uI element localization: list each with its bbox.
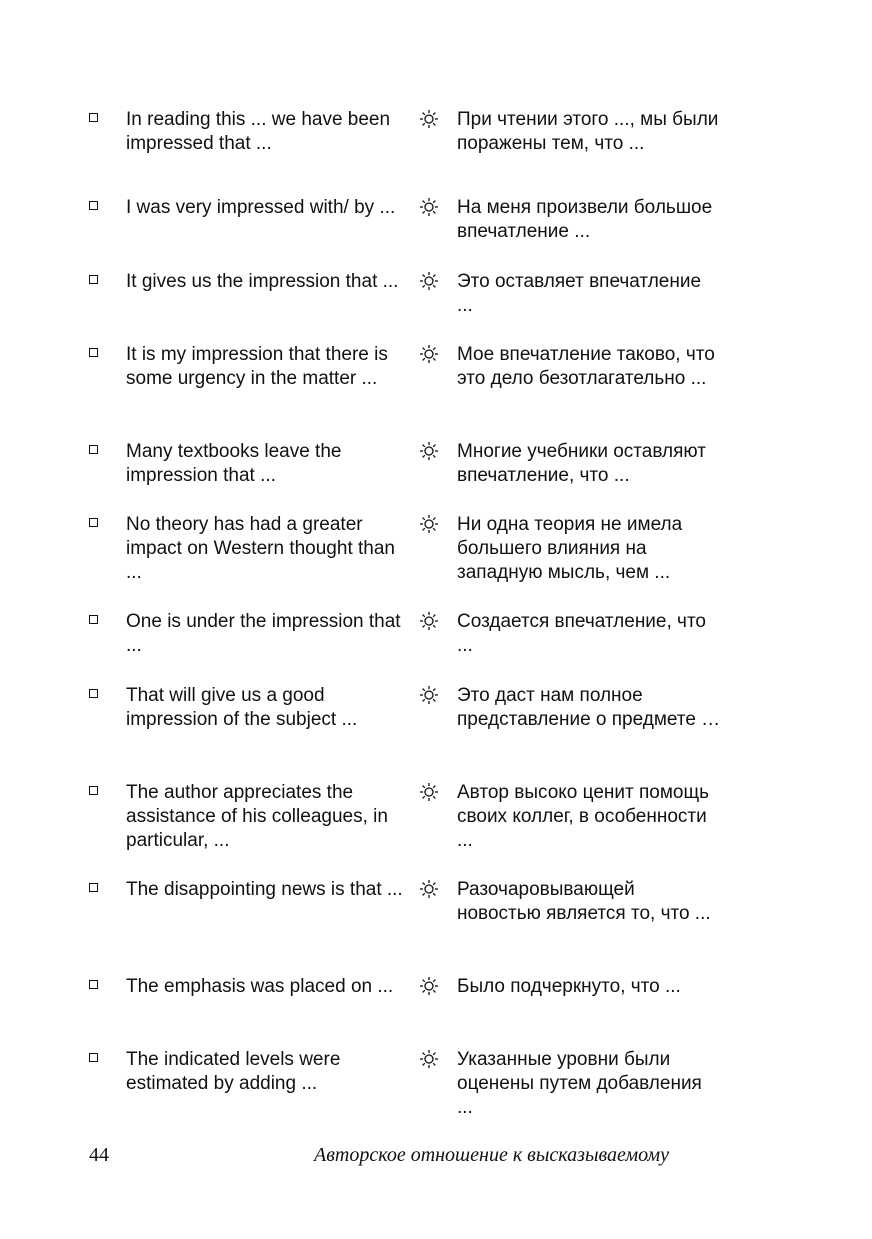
english-phrase: In reading this ... we have been impressed that ... — [126, 109, 391, 154]
checkbox-icon — [89, 445, 98, 454]
sun-icon — [419, 109, 439, 129]
checkbox-icon — [89, 201, 98, 210]
english-phrase: The disappointing news is that ... — [126, 879, 403, 900]
english-phrase: The indicated levels were estimated by adding ... — [126, 1049, 341, 1094]
sun-icon — [419, 441, 439, 461]
english-phrase: That will give us a good impression of the subject ... — [126, 685, 358, 730]
checkbox-icon — [89, 786, 98, 795]
russian-translation: Разочаровывающей новостью является то, что ... — [457, 879, 711, 924]
checkbox-icon — [89, 275, 98, 284]
russian-translation: Это даст нам полное представление о предмете … — [457, 685, 721, 730]
sun-icon — [419, 1049, 439, 1069]
english-phrase: It is my impression that there is some urgency in the matter ... — [126, 344, 388, 389]
english-phrase: I was very impressed with/ by ... — [126, 197, 396, 218]
sun-icon — [419, 611, 439, 631]
checkbox-icon — [89, 689, 98, 698]
sun-icon — [419, 514, 439, 534]
english-phrase: Many textbooks leave the impression that ... — [126, 441, 342, 486]
checkbox-icon — [89, 615, 98, 624]
english-phrase: The emphasis was placed on ... — [126, 976, 394, 997]
running-footer-title: Авторское отношение к высказываемому — [314, 1144, 670, 1166]
russian-translation: Было подчеркнуто, что ... — [457, 976, 681, 997]
sun-icon — [419, 197, 439, 217]
sun-icon — [419, 344, 439, 364]
checkbox-icon — [89, 1053, 98, 1062]
sun-icon — [419, 782, 439, 802]
russian-translation: Автор высоко ценит помощь своих коллег, в особенности ... — [457, 782, 709, 851]
russian-translation: Создается впечатление, что ... — [457, 611, 707, 656]
sun-icon — [419, 685, 439, 705]
english-phrase: No theory has had a greater impact on Western thought than ... — [126, 514, 395, 583]
sun-icon — [419, 976, 439, 996]
checkbox-icon — [89, 348, 98, 357]
checkbox-icon — [89, 883, 98, 892]
russian-translation: Указанные уровни были оценены путем добавления ... — [457, 1049, 702, 1118]
russian-translation: Это оставляет впечатление ... — [457, 271, 702, 316]
russian-translation: Ни одна теория не имела большего влияния на западную мысль, чем ... — [457, 514, 683, 583]
sun-icon — [419, 271, 439, 291]
russian-translation: На меня произвели большое впечатление ... — [457, 197, 713, 242]
russian-translation: Многие учебники оставляют впечатление, что ... — [457, 441, 706, 486]
english-phrase: The author appreciates the assistance of his colleagues, in particular, ... — [126, 782, 388, 851]
checkbox-icon — [89, 518, 98, 527]
sun-icon — [419, 879, 439, 899]
checkbox-icon — [89, 113, 98, 122]
russian-translation: Мое впечатление таково, что это дело безотлагательно ... — [457, 344, 715, 389]
checkbox-icon — [89, 980, 98, 989]
english-phrase: One is under the impression that ... — [126, 611, 401, 656]
russian-translation: При чтении этого ..., мы были поражены тем, что ... — [457, 109, 719, 154]
english-phrase: It gives us the impression that ... — [126, 271, 399, 292]
page-number: 44 — [89, 1144, 109, 1166]
